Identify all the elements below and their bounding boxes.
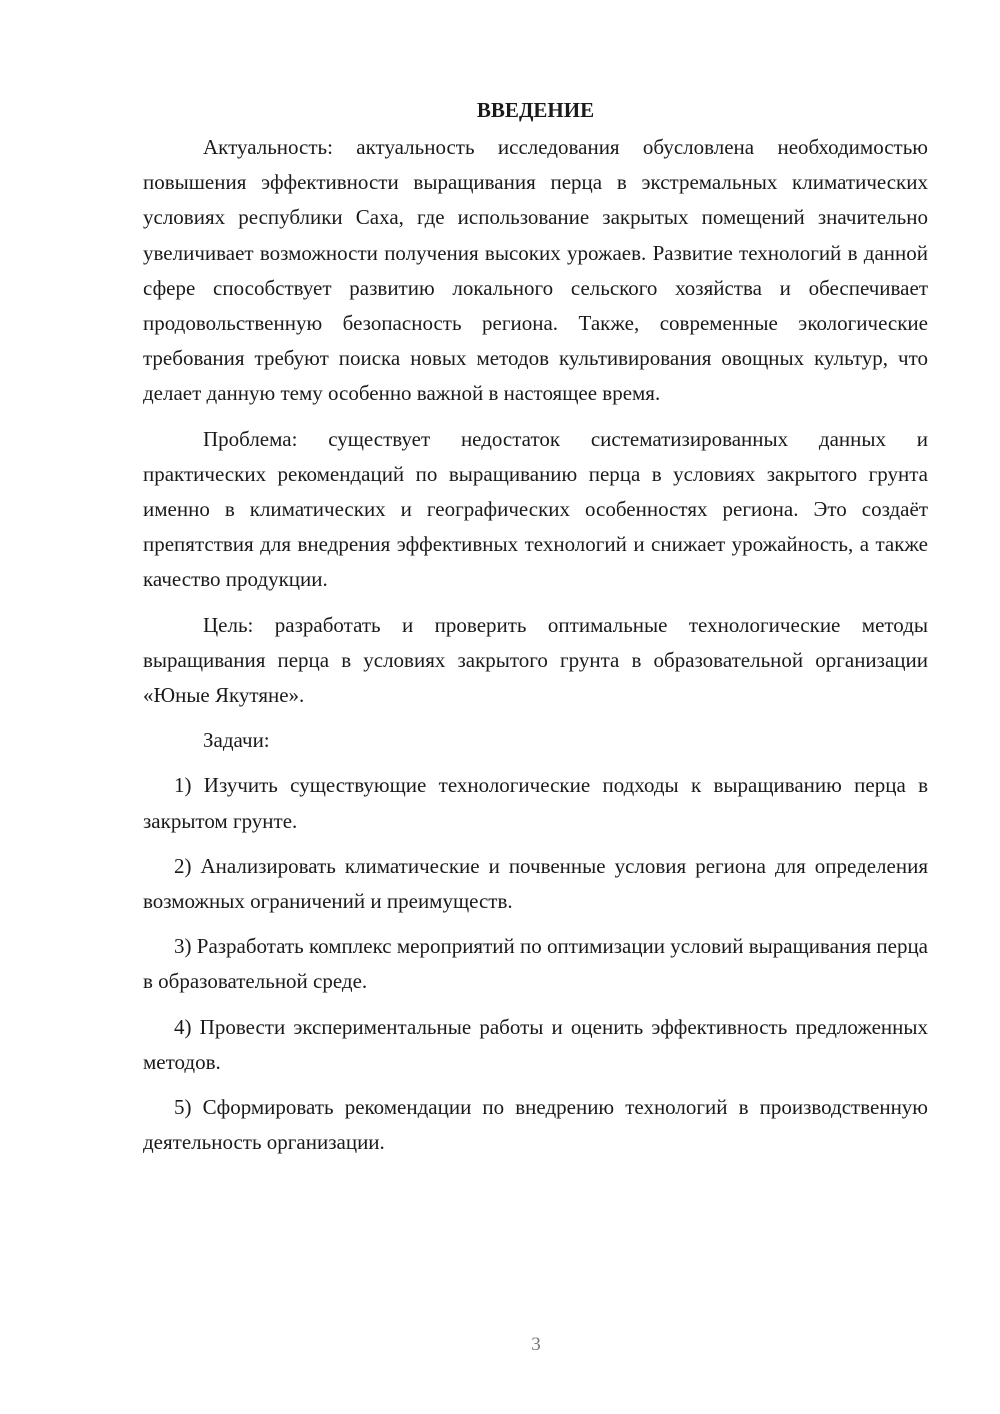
- relevance-paragraph: Актуальность: актуальность исследования обусловлена необходимостью повышения эффективности выращивания перца в экстремальных климатических условиях республики Саха, где использование закрытых помещений значительно увеличивает возможности получения высоких урожаев. Развитие технологий в данной сфере способствует развитию локального сельского хозяйства и обеспечивает продовольственную безопасность региона. Также, современные экологические требования требуют поиска новых методов культивирования овощных культур, что делает данную тему особенно важной в настоящее время.: [143, 135, 928, 406]
- list-item: 2) Анализировать климатические и почвенные условия региона для определения возможных ограничений и преимуществ.: [143, 853, 928, 914]
- tasks-label: Задачи:: [203, 728, 270, 753]
- page-number: 3: [531, 1334, 541, 1355]
- goal-paragraph: Цель: разработать и проверить оптимальные технологические методы выращивания перца в условиях закрытого грунта в образовательной организации «Юные Якутяне».: [143, 612, 928, 708]
- problem-paragraph: Проблема: существует недостаток систематизированных данных и практических рекомендаций по выращиванию перца в условиях закрытого грунта именно в климатических и географических особенностях региона. Это создаёт препятствия для внедрения эффективных технологий и снижает урожайность, а также качество продукции.: [143, 426, 928, 592]
- list-item: 4) Провести экспериментальные работы и оценить эффективность предложенных методов.: [143, 1014, 928, 1074]
- page-title: ВВЕДЕНИЕ: [476, 98, 595, 122]
- tasks-list: [143, 768, 928, 1160]
- list-item: 3) Разработать комплекс мероприятий по оптимизации условий выращивания перца в образовательной среде.: [143, 934, 928, 994]
- list-item: 1) Изучить существующие технологические подходы к выращиванию перца в закрытом грунте.: [143, 773, 928, 833]
- list-item: 5) Сформировать рекомендации по внедрению технологий в производственную деятельность организации.: [143, 1095, 928, 1155]
- document-page: [143, 96, 928, 1160]
